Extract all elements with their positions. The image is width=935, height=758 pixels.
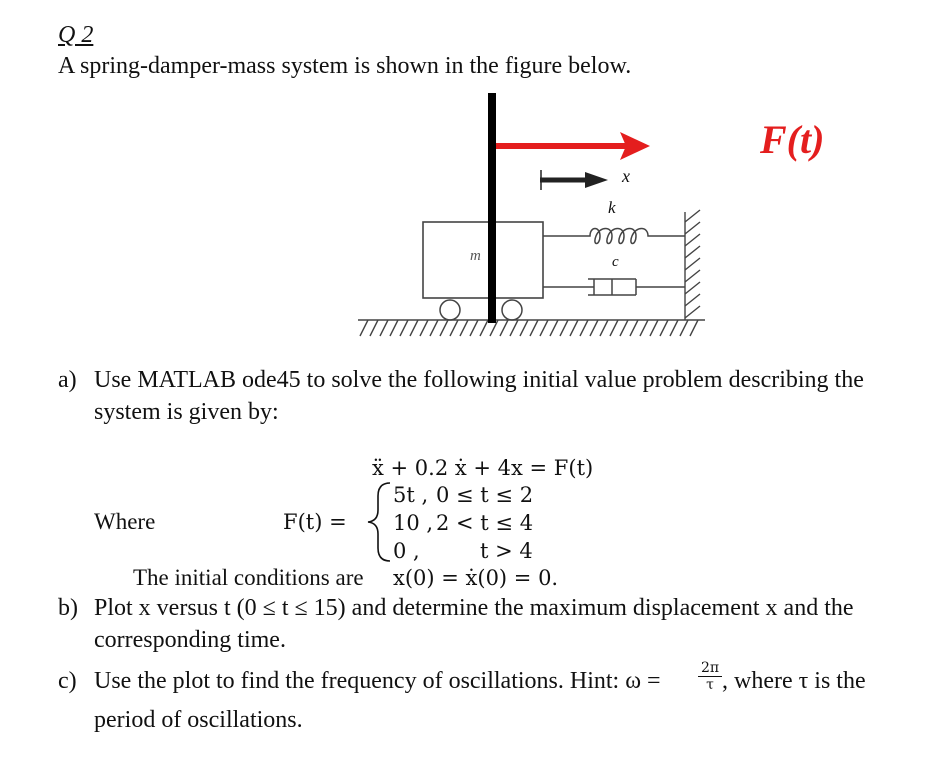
part-b-line2: corresponding time. [94,627,286,653]
case-3-condition: t > 4 [480,539,533,563]
case-3-value: 0 , [393,539,420,563]
force-label: F(t) [760,117,825,162]
part-c-line1-post: , where τ is the [722,668,866,694]
part-b-line1: Plot x versus t (0 ≤ t ≤ 15) and determine the maximum displacement x and the [94,595,854,621]
x-label: x [622,166,630,186]
part-c-line1-pre: Use the plot to find the frequency of oscillations. Hint: ω = [94,668,661,694]
k-label: k [608,198,616,217]
ic-text: The initial conditions are [133,565,364,590]
c-label: c [612,254,619,270]
question-intro: A spring-damper-mass system is shown in the figure below. [58,53,632,79]
case-1-value: 5t , [393,483,429,507]
part-a-line1: Use MATLAB ode45 to solve the following initial value problem describing the [94,367,864,393]
part-a-marker: a) [58,367,77,393]
m-label: m [470,248,481,264]
part-c-line2: period of oscillations. [94,707,303,733]
question-number: Q 2 [58,22,94,48]
case-2-value: 10 , [393,511,434,535]
part-c-marker: c) [58,668,77,694]
case-1-condition: 0 ≤ t ≤ 2 [436,483,534,507]
hint-frac-numerator: 2π [698,660,722,677]
case-2-condition: 2 < t ≤ 4 [436,511,534,535]
ft-lhs: F(t) = [283,510,347,534]
part-b-marker: b) [58,595,78,621]
ic-math: x(0) = ẋ(0) = 0. [393,566,559,590]
ode-equation: ẍ + 0.2 ẋ + 4x = F(t) [372,456,594,480]
part-a-line2: system is given by: [94,399,279,425]
where-label: Where [94,509,156,534]
hint-frac-denominator: τ [706,677,714,693]
